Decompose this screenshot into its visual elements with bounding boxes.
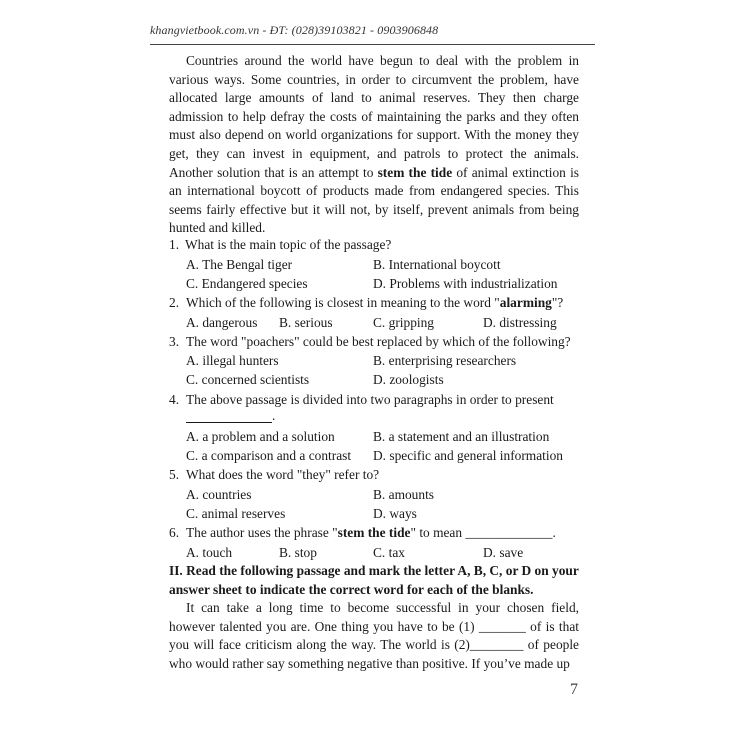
option-c: C. a comparison and a contrast (186, 448, 352, 463)
passage-text-1: Countries around the world have begun to deal with the problem in various ways. Some countries, in order to circumvent the problem, have allocated large amounts of land to animal reserves. They then charge admission to help defray the costs of maintaining the parks and they often must also depend on world organizations for support. With the money they get, they can invest in equipment, and patrols to protect the animals. Another solution that is an attempt to (169, 53, 579, 180)
option-c: C. gripping (373, 315, 435, 330)
option-c: C. Endangered species (186, 276, 308, 291)
question-text: What is the main topic of the passage? (185, 237, 392, 252)
passage-bold-phrase: stem the tide (377, 164, 453, 180)
option-b: B. enterprising researchers (373, 353, 517, 368)
option-a: A. dangerous (186, 315, 258, 330)
reading-passage-2: It can take a long time to become successful in your chosen field, however talented you are. One thing you have to be (1) _______ of is that you will face criticism along the way. The world is (2)________ of people who would rather say something negative than positive. If you’ve made up (169, 600, 579, 671)
option-a: A. illegal hunters (186, 353, 279, 368)
question-number: 4. (169, 392, 180, 407)
option-b: B. serious (279, 315, 333, 330)
option-d: D. distressing (483, 315, 557, 330)
section-heading: II. Read the following passage and mark the letter A, B, C, or D on your answer sheet to indicate the correct word for each of the blanks. (169, 563, 579, 597)
option-d: D. specific and general information (373, 448, 563, 463)
option-c: C. concerned scientists (186, 372, 310, 387)
question-5 (0, 466, 379, 484)
question-text: The above passage is divided into two paragraphs in order to present (186, 392, 554, 407)
option-b: B. amounts (373, 487, 435, 502)
option-a: A. countries (186, 487, 252, 502)
option-d: D. save (483, 545, 524, 560)
question-text-end: "? (551, 295, 564, 310)
question-1 (0, 236, 391, 254)
option-a: A. touch (186, 545, 233, 560)
option-d: D. ways (373, 506, 417, 521)
question-bold-word: alarming (499, 295, 552, 310)
question-number: 1. (169, 237, 180, 252)
question-6 (0, 524, 556, 542)
question-4 (0, 391, 554, 409)
question-2 (0, 294, 563, 312)
passage-text-2: of animal extinction is an international boycott of products made from endangered species. This seems fairly effective but it will not, by itself, prevent animals from being hunted and killed. (169, 164, 580, 236)
option-b: B. stop (279, 545, 317, 560)
question-text: The word "poachers" could be best replaced by which of the following? (186, 334, 571, 349)
question-number: 3. (169, 334, 180, 349)
question-text: The author uses the phrase " (186, 525, 338, 540)
option-c: C. animal reserves (186, 506, 286, 521)
header-divider (150, 44, 595, 45)
question-text: What does the word "they" refer to? (186, 467, 380, 482)
option-a: A. a problem and a solution (186, 429, 335, 444)
option-b: B. a statement and an illustration (373, 429, 550, 444)
question-tail: . (272, 408, 276, 423)
question-number: 5. (169, 467, 180, 482)
question-text-end: " to mean _____________. (410, 525, 556, 540)
option-d: D. zoologists (373, 372, 444, 387)
page-header: khangvietbook.com.vn - ĐT: (028)39103821 - 0903906848 (150, 23, 439, 37)
question-number: 2. (169, 295, 180, 310)
answer-blank (186, 422, 272, 423)
question-3 (0, 333, 571, 351)
question-text: Which of the following is closest in meaning to the word " (186, 295, 500, 310)
option-a: A. The Bengal tiger (186, 257, 293, 272)
option-b: B. International boycott (373, 257, 501, 272)
option-d: D. Problems with industrialization (373, 276, 558, 291)
question-number: 6. (169, 525, 180, 540)
page-number: 7 (570, 681, 578, 698)
question-bold-phrase: stem the tide (337, 525, 411, 540)
option-c: C. tax (373, 545, 405, 560)
reading-passage (169, 52, 579, 238)
